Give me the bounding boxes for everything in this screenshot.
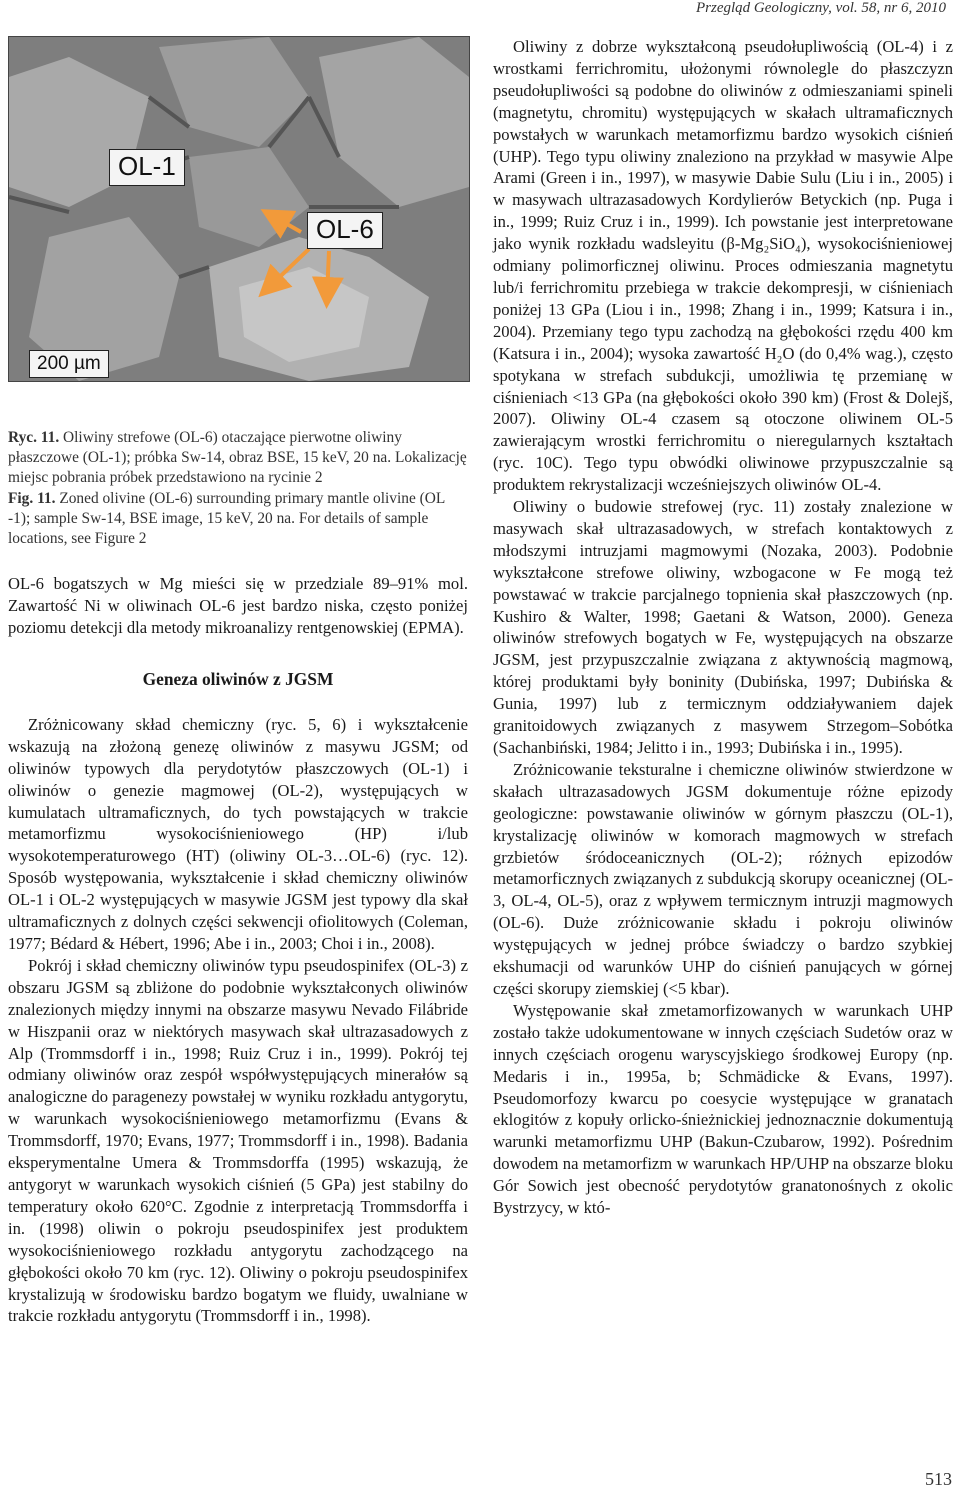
page-number: 513	[925, 1469, 952, 1489]
right-column	[493, 36, 953, 1219]
paragraph: Zróżnicowanie teksturalne i chemiczne oliwinów stwierdzone w skałach ultrazasadowych JGSM dokumentuje różne epizody geologiczne: powstawanie oliwinów w górnym płaszczu (OL-1), krystalizację oliwinów w komorach magmowych w strefach grzbietów śródoceanicznych (OL-2); różnych epizodów metamorficznych związanych z subdukcją skorupy oceanicznej (OL-3, OL-4, OL-5), oraz z wpływem termicznym intruzji magmowych (OL-6). Duże zróżnicowanie składu i pokroju oliwinów występujących w jednej próbce świadczy o bardzo szybkiej ekshumacji od warunków UHP do ciśnień panujących w górnej części skorupy ziemskiej (<5 kbar).	[493, 759, 953, 998]
label-ol1: OL-1	[109, 149, 185, 186]
bse-micrograph-figure	[8, 36, 470, 382]
caption-en-text: Zoned olivine (OL-6) surrounding primary mantle olivine (OL -1); sample Sw-14, BSE image, 15 keV, 20 na. For details of sample locations, see Figure 2	[8, 489, 445, 548]
bse-image	[9, 37, 469, 381]
left-column	[8, 36, 468, 1327]
paragraph: Oliwiny o budowie strefowej (ryc. 11) zostały znalezione w masywach skał ultrazasadowych, w strefach kontaktowych z młodszymi intruzjami magmowymi (Nozaka, 2003). Podobnie wykształcone strefowe oliwiny, wzbogacone w Fe mogą też powstawać w trakcie parcjalnego topnienia skał płaszczowych (np. Kushiro & Walter, 1998; Gaetani & Watson, 2000). Geneza oliwinów strefowych bogatych w Fe, występujących na obszarze JGSM, jest przypuszczalnie związana z aktywnością magmową, której produktami były boninity (Dubińska, 1997; Dubińska & Gunia, 1997) lub z termicznym oddziaływaniem dajek granitoidowych związanych z masywem Strzegom–Sobótka (Sachanbiński, 1984; Jelitto i in., 1993; Dubińska i in., 1995).	[493, 497, 953, 757]
figure-caption	[8, 428, 468, 549]
caption-pl-text: Oliwiny strefowe (OL-6) otaczające pierwotne oliwiny płaszczowe (OL-1); próbka Sw-14, obraz BSE, 15 keV, 20 na. Lokalizację miejsc pobrania próbek przedstawiono na rycinie 2	[8, 429, 467, 487]
scale-bar-label: 200 µm	[29, 350, 109, 378]
paragraph: Pokrój i skład chemiczny oliwinów typu pseudospinifex (OL-3) z obszaru JGSM są zbliżone do podobnie wykształconych oliwinów znalezionych między innymi na obszarze masywu Nevado Filábride w Hiszpanii oraz w niektórych masywach skał ultrazasadowych z Alp (Trommsdorff i in., 1998; Ruiz Cruz i in., 1999). Pokrój tej odmiany oliwinów oraz zespół współwystępujących minerałów są analogiczne do paragenezy powstałej w wyniku rozkładu antygorytu, w warunkach wysokociśnieniowego metamorfizmu (Evans & Trommsdorff, 1970; Evans, 1977; Trommsdorff i in., 1998). Badania eksperymentalne Umera & Trommsdorffa (1995) wskazują, że antygoryt w warunkach wysokich ciśnień (5 GPa) jest stabilny do temperatury około 620°C. Zgodnie z interpretacją Trommsdorffa i in. (1998) oliwin o pokroju pseudospinifex jest produktem wysokociśnieniowego rozkładu antygorytu zachodzącego na głębokości około 70 km (ryc. 12). Oliwiny o pokroju pseudospinifex krystalizują w środowisku bardzo bogatym we fluidy, uwalniane w trakcie rozkładu antygorytu (Trommsdorff i in., 1998).	[8, 955, 468, 1326]
paragraph: Występowanie skał zmetamorfizowanych w warunkach UHP zostało także udokumentowane w innych częściach Sudetów oraz w innych częściach orogenu waryscyjskiego środkowej Europy (np. Medaris i in., 1995a, b; Schmädicke & Evans, 1997). Pseudomorfozy kwarcu po coesycie występujące w granatach eklogitów z kopuły orlicko-śnieżnickiej jednoznacznie dokumentują warunki metamorfizmu UHP (Bakun-Czubarow, 1992). Pośrednim dowodem na metamorfizm w warunkach HP/UHP na obszarze bloku Gór Sowich jest obecność perydotytów granatonośnych z okolic Bystrzycy, w któ-	[493, 1000, 953, 1218]
caption-en-label: Fig. 11.	[8, 489, 56, 507]
journal-header: Przegląd Geologiczny, vol. 58, nr 6, 2010	[696, 0, 946, 16]
label-ol6: OL-6	[307, 212, 383, 249]
arrow-ol6-3	[327, 251, 329, 297]
section-heading: Geneza oliwinów z JGSM	[142, 668, 334, 689]
paragraph: Oliwiny z dobrze wykształconą pseudołupliwością (OL-4) i z wrostkami ferrichromitu, ułożonymi równolegle do płaszczyzn pseudołupliwości są podobne do oliwinów z odmieszaniami spineli (magnetytu, chromitu) występujących w skałach ultramaficznych powstałych w warunkach metamorfizmu bardzo wysokich ciśnień (UHP). Tego typu oliwiny znaleziono na przykład w masywie Alpe Arami (Green i in., 1997), w masywie Dabie Sulu (Liu i in., 2005) i w masywach ultrazasadowych Kordylierów Betyckich (np. Puga i in., 1999; Ruiz Cruz i in., 1999). Ich powstanie jest interpretowane jako wynik rozkładu wadsleyitu (β-Mg₂SiO₄), wysokociśnieniowej odmiany polimorficznej oliwinu. Proces odmieszania magnetytu lub/i ferrichromitu przebiega w trakcie dekompresji, w ciśnieniach poniżej 13 GPa (Liou i in., 1998; Zhang i in., 1999; Katsura i in., 2004). Przemiany tego typu zachodzą na głębokości rzędu 400 km (Katsura i in., 2004); wysoka zawartość H₂O (do 0,4% wag.), często spotykana w strefach subdukcji, umożliwia tę przemianę w ciśnieniach <13 GPa (na głębokości około 390 km) (Frost & Dolejš, 2007). Oliwiny OL-4 czasem są otoczone oliwinem OL-5 zawierającym wrostki ferrichromitu o nieregularnych kształtach (ryc. 10C). Tego typu obwódki oliwinowe przypuszczalnie są produktem rekrystalizacji wcześniejszych oliwinów OL-4.	[493, 37, 953, 495]
paragraph: OL-6 bogatszych w Mg mieści się w przedziale 89–91% mol. Zawartość Ni w oliwinach OL-6 jest bardzo niska, często poniżej poziomu detekcji dla metody mikroanalizy rentgenowskiej (EPMA).	[8, 574, 468, 638]
paragraph: Zróżnicowany skład chemiczny (ryc. 5, 6) i wykształcenie wskazują na złożoną genezę oliwinów z masywu JGSM; od oliwinów typowych dla perydotytów płaszczowych (OL-1) i oliwinów o genezie magmowej (OL-2), występujących w kumulatach ultramaficznych, do tych powstających w trakcie metamorfizmu wysokociśnieniowego (HP) i/lub wysokotemperaturowego (HT) (oliwiny OL-3…OL-6) (ryc. 12). Sposób występowania, wykształcenie i skład chemiczny oliwinów OL-1 i OL-2 występujących w masywie JGSM jest typowy dla skał ultramaficznych z dolnych części sekwencji ofiolitowych (Coleman, 1977; Bédard & Hébert, 1996; Abe i in., 2003; Choi i in., 2008).	[8, 714, 468, 953]
caption-pl-label: Ryc. 11.	[8, 429, 60, 446]
